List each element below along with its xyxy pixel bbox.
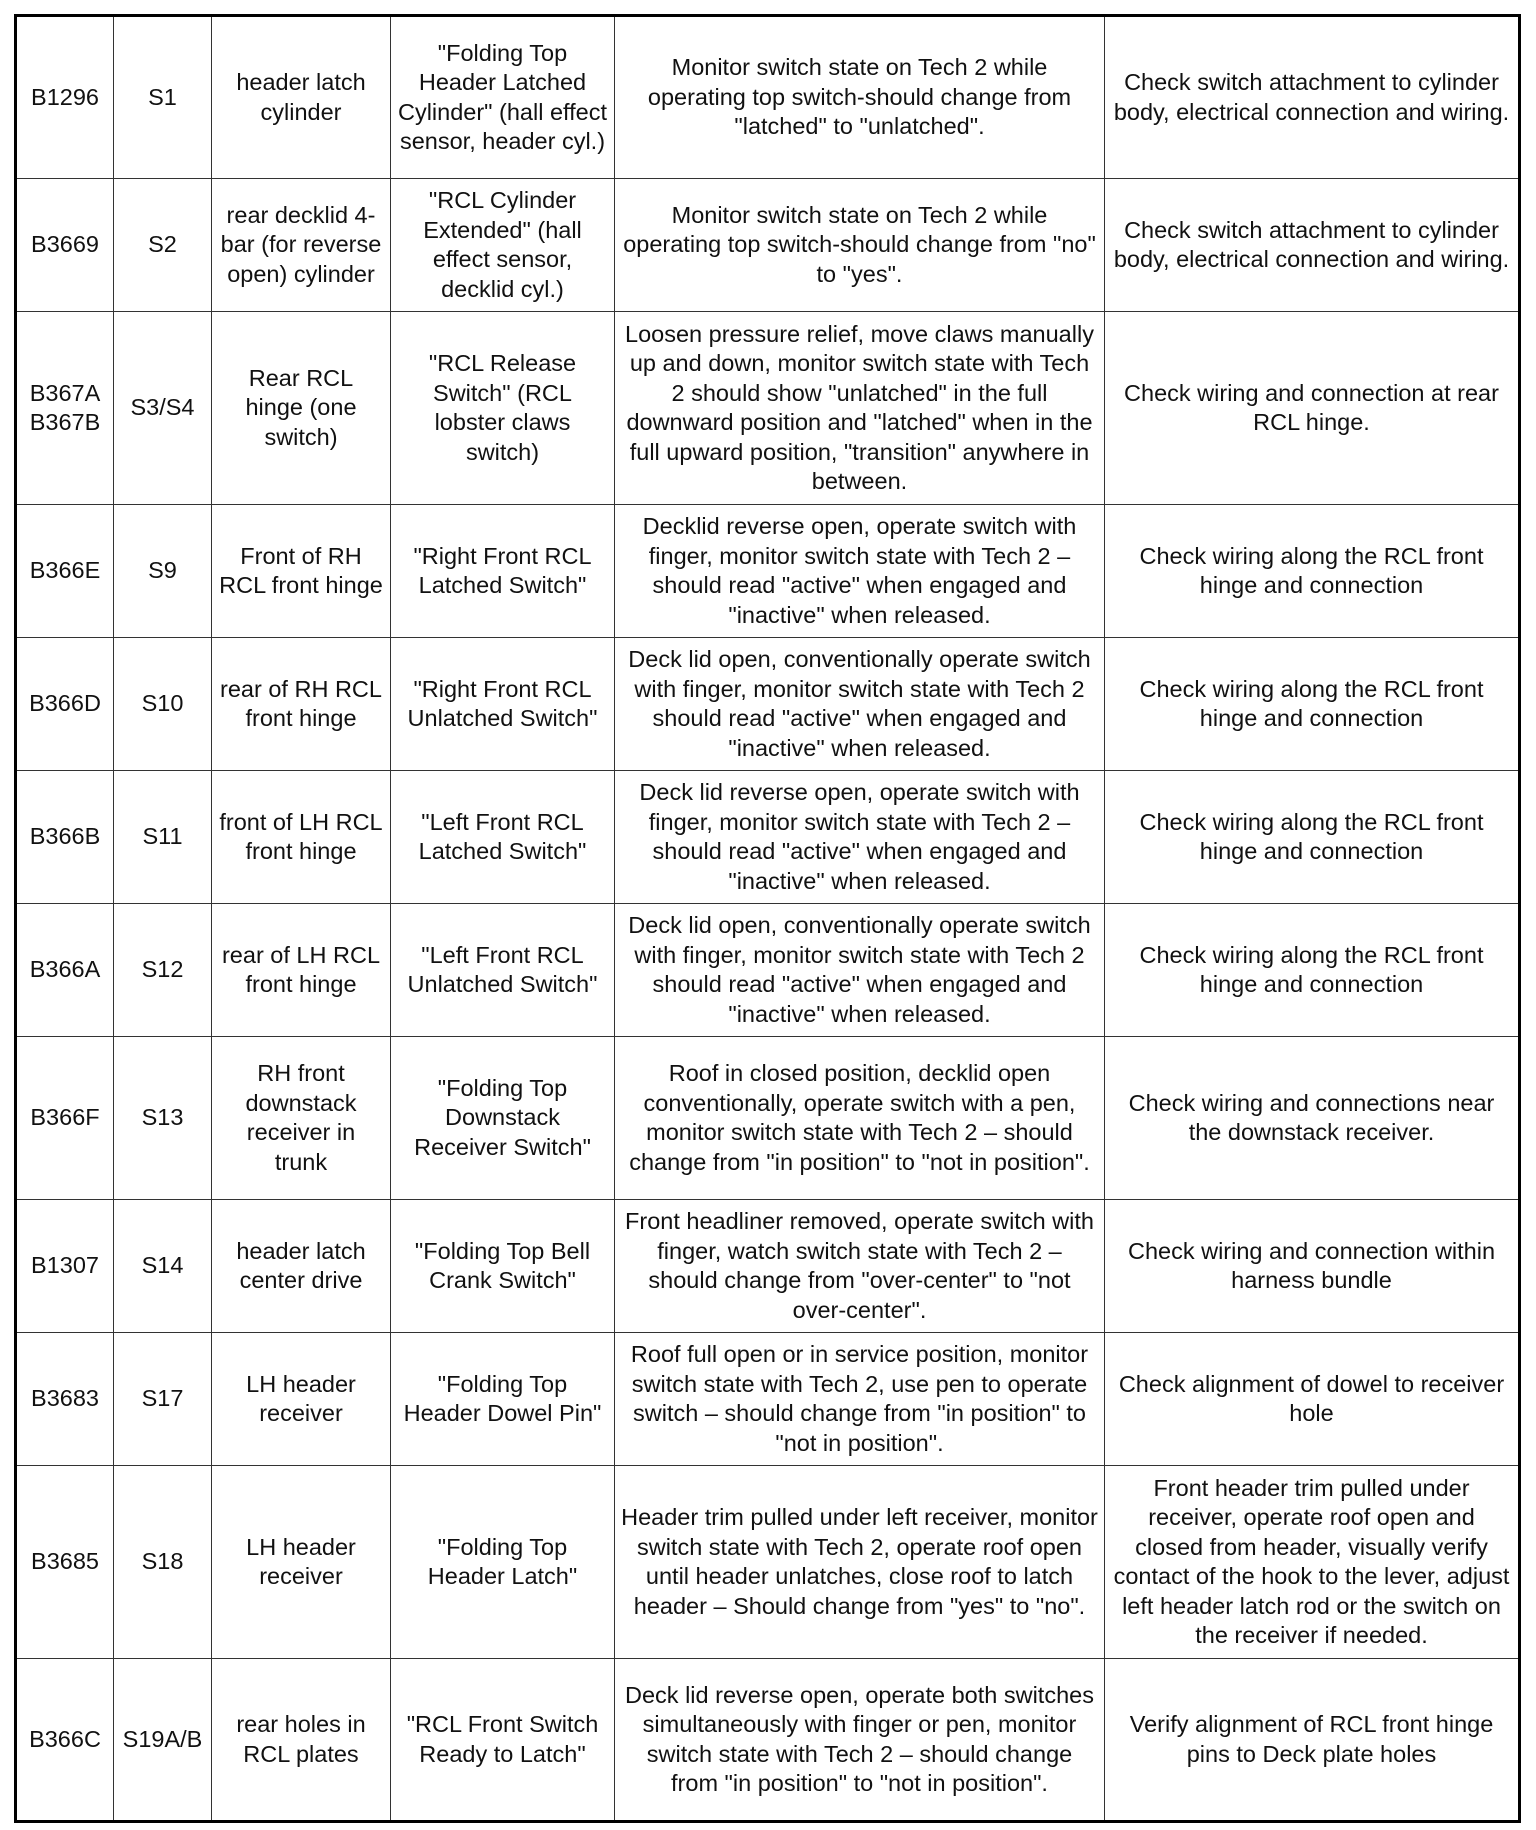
switch-name-cell: "Folding Top Header Dowel Pin" bbox=[391, 1333, 615, 1466]
dtc-code-cell bbox=[16, 1200, 114, 1333]
test-procedure-cell: Roof full open or in service position, monitor switch state with Tech 2, use pen to operate switch – should change from "in position" to "not in position". bbox=[615, 1333, 1105, 1466]
switch-name-cell: "Left Front RCL Latched Switch" bbox=[391, 771, 615, 904]
switch-id-cell: S3/S4 bbox=[114, 312, 212, 505]
location-cell: Rear RCL hinge (one switch) bbox=[212, 312, 391, 505]
dtc-code: B366B bbox=[29, 823, 101, 850]
dtc-code-cell bbox=[16, 1037, 114, 1200]
table-row bbox=[16, 1333, 1520, 1466]
switch-name-cell: "RCL Cylinder Extended" (hall effect sensor, decklid cyl.) bbox=[391, 179, 615, 312]
dtc-code: B3669 bbox=[31, 231, 99, 258]
switch-id-cell: S19A/B bbox=[114, 1659, 212, 1822]
test-procedure-cell: Deck lid open, conventionally operate switch with finger, monitor switch state with Tech 2 should read "active" when engaged and "inactive" when released. bbox=[615, 638, 1105, 771]
test-procedure-cell: Monitor switch state on Tech 2 while operating top switch-should change from "no" to "yes". bbox=[615, 179, 1105, 312]
dtc-code: B366A bbox=[29, 956, 101, 983]
switch-id-cell: S12 bbox=[114, 904, 212, 1037]
test-procedure-cell: Monitor switch state on Tech 2 while operating top switch-should change from "latched" to "unlatched". bbox=[615, 16, 1105, 179]
dtc-code-cell bbox=[16, 16, 114, 179]
dtc-code-cell bbox=[16, 904, 114, 1037]
table-row bbox=[16, 312, 1520, 505]
test-procedure-cell: Decklid reverse open, operate switch with finger, monitor switch state with Tech 2 – should read "active" when engaged and "inactive" when released. bbox=[615, 505, 1105, 638]
location-cell: Front of RH RCL front hinge bbox=[212, 505, 391, 638]
switch-id-cell: S2 bbox=[114, 179, 212, 312]
corrective-action-cell: Check wiring along the RCL front hinge and connection bbox=[1105, 505, 1520, 638]
switch-name-cell: "Folding Top Downstack Receiver Switch" bbox=[391, 1037, 615, 1200]
dtc-code: B366D bbox=[29, 690, 101, 717]
table-row bbox=[16, 1200, 1520, 1333]
switch-id-cell: S13 bbox=[114, 1037, 212, 1200]
switch-id-cell: S11 bbox=[114, 771, 212, 904]
corrective-action-cell: Check switch attachment to cylinder body, electrical connection and wiring. bbox=[1105, 16, 1520, 179]
switch-id-cell: S1 bbox=[114, 16, 212, 179]
table-row bbox=[16, 638, 1520, 771]
dtc-code: B1296 bbox=[31, 83, 99, 110]
dtc-code-cell bbox=[16, 1466, 114, 1659]
dtc-code-cell bbox=[16, 505, 114, 638]
dtc-code: B366F bbox=[30, 1104, 100, 1131]
dtc-code-cell bbox=[16, 179, 114, 312]
table-row bbox=[16, 1037, 1520, 1200]
location-cell: rear decklid 4-bar (for reverse open) cylinder bbox=[212, 179, 391, 312]
corrective-action-cell: Check alignment of dowel to receiver hole bbox=[1105, 1333, 1520, 1466]
table-row bbox=[16, 179, 1520, 312]
switch-id-cell: S18 bbox=[114, 1466, 212, 1659]
location-cell: RH front downstack receiver in trunk bbox=[212, 1037, 391, 1200]
location-cell: header latch center drive bbox=[212, 1200, 391, 1333]
switch-id-cell: S9 bbox=[114, 505, 212, 638]
test-procedure-cell: Header trim pulled under left receiver, monitor switch state with Tech 2, operate roof open until header unlatches, close roof to latch header – Should change from "yes" to "no". bbox=[615, 1466, 1105, 1659]
switch-id-cell: S14 bbox=[114, 1200, 212, 1333]
dtc-code-cell bbox=[16, 312, 114, 505]
dtc-code-secondary: B367B bbox=[29, 409, 101, 435]
location-cell: rear holes in RCL plates bbox=[212, 1659, 391, 1822]
location-cell: rear of LH RCL front hinge bbox=[212, 904, 391, 1037]
corrective-action-cell: Check wiring along the RCL front hinge and connection bbox=[1105, 638, 1520, 771]
dtc-code-cell bbox=[16, 1333, 114, 1466]
document-page bbox=[14, 14, 1518, 1823]
switch-id-cell: S10 bbox=[114, 638, 212, 771]
dtc-code: B366E bbox=[29, 557, 101, 584]
location-cell: rear of RH RCL front hinge bbox=[212, 638, 391, 771]
dtc-code-cell bbox=[16, 1659, 114, 1822]
corrective-action-cell: Check wiring and connection at rear RCL hinge. bbox=[1105, 312, 1520, 505]
test-procedure-cell: Loosen pressure relief, move claws manually up and down, monitor switch state with Tech 2 should show "unlatched" in the full downward position and "latched" when in the full upward position, "transition" anywhere in between. bbox=[615, 312, 1105, 505]
corrective-action-cell: Check wiring along the RCL front hinge and connection bbox=[1105, 771, 1520, 904]
test-procedure-cell: Roof in closed position, decklid open conventionally, operate switch with a pen, monitor switch state with Tech 2 – should change from "in position" to "not in position". bbox=[615, 1037, 1105, 1200]
corrective-action-cell: Verify alignment of RCL front hinge pins to Deck plate holes bbox=[1105, 1659, 1520, 1822]
corrective-action-cell: Check switch attachment to cylinder body, electrical connection and wiring. bbox=[1105, 179, 1520, 312]
dtc-code: B3683 bbox=[31, 1385, 99, 1412]
corrective-action-cell: Check wiring and connection within harness bundle bbox=[1105, 1200, 1520, 1333]
test-procedure-cell: Deck lid reverse open, operate both switches simultaneously with finger or pen, monitor switch state with Tech 2 – should change from "in position" to "not in position". bbox=[615, 1659, 1105, 1822]
corrective-action-cell: Check wiring and connections near the downstack receiver. bbox=[1105, 1037, 1520, 1200]
test-procedure-cell: Front headliner removed, operate switch with finger, watch switch state with Tech 2 – should change from "over-center" to "not over-center". bbox=[615, 1200, 1105, 1333]
dtc-code: B3685 bbox=[31, 1548, 99, 1575]
test-procedure-cell: Deck lid reverse open, operate switch with finger, monitor switch state with Tech 2 – should read "active" when engaged and "inactive" when released. bbox=[615, 771, 1105, 904]
switch-name-cell: "RCL Front Switch Ready to Latch" bbox=[391, 1659, 615, 1822]
switch-name-cell: "Right Front RCL Latched Switch" bbox=[391, 505, 615, 638]
table-row bbox=[16, 1466, 1520, 1659]
table-row bbox=[16, 505, 1520, 638]
switch-id-cell: S17 bbox=[114, 1333, 212, 1466]
location-cell: LH header receiver bbox=[212, 1466, 391, 1659]
corrective-action-cell: Check wiring along the RCL front hinge and connection bbox=[1105, 904, 1520, 1037]
dtc-code: B367A bbox=[29, 379, 101, 406]
dtc-code-cell bbox=[16, 771, 114, 904]
test-procedure-cell: Deck lid open, conventionally operate switch with finger, monitor switch state with Tech 2 should read "active" when engaged and "inactive" when released. bbox=[615, 904, 1105, 1037]
table-row bbox=[16, 904, 1520, 1037]
switch-name-cell: "Folding Top Header Latch" bbox=[391, 1466, 615, 1659]
table-row bbox=[16, 1659, 1520, 1822]
location-cell: front of LH RCL front hinge bbox=[212, 771, 391, 904]
table-row bbox=[16, 16, 1520, 179]
switch-name-cell: "Folding Top Header Latched Cylinder" (hall effect sensor, header cyl.) bbox=[391, 16, 615, 179]
switch-name-cell: "RCL Release Switch" (RCL lobster claws switch) bbox=[391, 312, 615, 505]
table-row bbox=[16, 771, 1520, 904]
corrective-action-cell: Front header trim pulled under receiver, operate roof open and closed from header, visually verify contact of the hook to the lever, adjust left header latch rod or the switch on the receiver if needed. bbox=[1105, 1466, 1520, 1659]
dtc-code: B1307 bbox=[31, 1252, 99, 1279]
switch-name-cell: "Left Front RCL Unlatched Switch" bbox=[391, 904, 615, 1037]
dtc-code: B366C bbox=[29, 1725, 101, 1752]
location-cell: header latch cylinder bbox=[212, 16, 391, 179]
switch-name-cell: "Folding Top Bell Crank Switch" bbox=[391, 1200, 615, 1333]
location-cell: LH header receiver bbox=[212, 1333, 391, 1466]
switch-name-cell: "Right Front RCL Unlatched Switch" bbox=[391, 638, 615, 771]
dtc-code-cell bbox=[16, 638, 114, 771]
switch-diagnostics-table bbox=[14, 14, 1521, 1823]
